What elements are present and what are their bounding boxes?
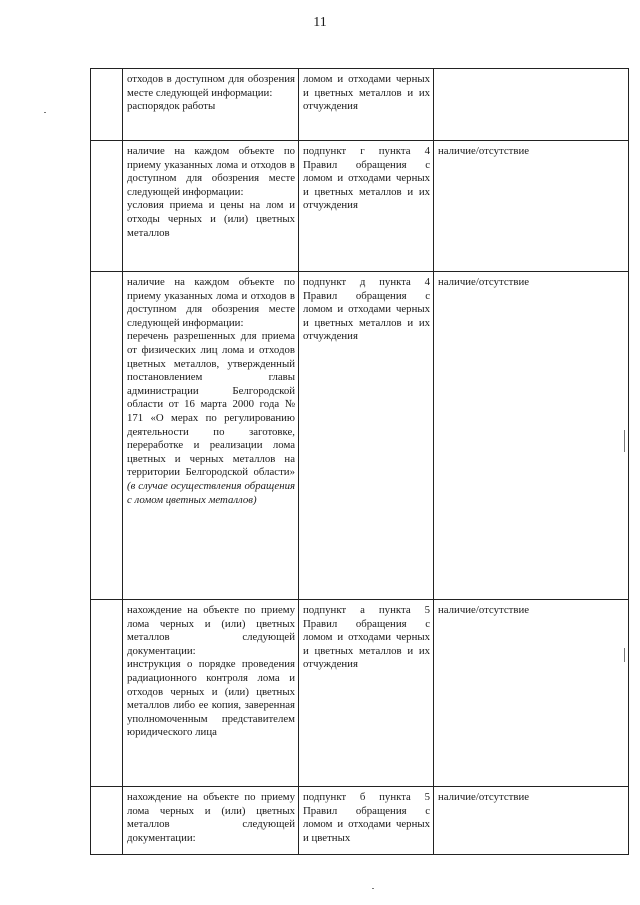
- requirement-text: отходов в доступном для обозрения месте следующей информации: распорядок работы: [127, 73, 295, 113]
- basis-text: подпункт б пункта 5 Правил обращения с ломом и отходами черных и цветных: [303, 791, 430, 844]
- empty-cell: [91, 141, 123, 272]
- basis-cell: [299, 272, 434, 600]
- scan-speck: [372, 888, 374, 889]
- page-number: 11: [313, 15, 327, 30]
- empty-cell: [91, 69, 123, 141]
- scan-speck: [624, 648, 625, 662]
- empty-cell: [91, 600, 123, 787]
- answer-cell: [434, 272, 629, 600]
- basis-cell: [299, 69, 434, 141]
- requirements-table: [90, 68, 629, 855]
- requirement-cell: [123, 141, 299, 272]
- basis-text: подпункт г пункта 4 Правил обращения с ломом и отходами черных и цветных металлов и их отчуждения: [303, 145, 430, 212]
- basis-text: ломом и отходами черных и цветных металлов и их отчуждения: [303, 73, 430, 113]
- basis-text: подпункт д пункта 4 Правил обращения с ломом и отходами черных и цветных металлов и их отчуждения: [303, 276, 430, 343]
- table-row: [91, 787, 629, 855]
- basis-text: подпункт а пункта 5 Правил обращения с ломом и отходами черных и цветных металлов и их отчуждения: [303, 604, 430, 671]
- answer-text: наличие/отсутствие: [438, 276, 530, 288]
- table-row: [91, 69, 629, 141]
- table-row: [91, 272, 629, 600]
- requirement-cell: [123, 600, 299, 787]
- basis-cell: [299, 141, 434, 272]
- requirement-text: нахождение на объекте по приему лома черных и (или) цветных металлов следующей документации:: [127, 791, 295, 844]
- requirement-text: наличие на каждом объекте по приему указанных лома и отходов в доступном для обозрения месте следующей информации: перечень разрешенных для приема от физических лиц лома и отходов цветных металлов, утвержденный постановлением главы администрации Белгородской области от 16 марта 2000 года № 171 «О мерах по регулированию деятельности по заготовке, переработке и реализации лома цветных и черных металлов на территории Белгородской области»: [127, 276, 295, 479]
- requirement-cell: [123, 787, 299, 855]
- answer-text: наличие/отсутствие: [438, 145, 530, 157]
- answer-cell: [434, 69, 629, 141]
- basis-cell: [299, 787, 434, 855]
- requirement-cell: [123, 272, 299, 600]
- empty-cell: [91, 272, 123, 600]
- scan-speck: [624, 430, 625, 452]
- answer-text: наличие/отсутствие: [438, 791, 530, 803]
- requirement-note: (в случае осуществления обращения с ломом цветных металлов): [127, 479, 295, 506]
- requirement-cell: [123, 69, 299, 141]
- scan-speck: [44, 112, 46, 113]
- basis-cell: [299, 600, 434, 787]
- requirement-text: нахождение на объекте по приему лома черных и (или) цветных металлов следующей документации: инструкция о порядке проведения радиационного контроля лома и отходов черных и (или) цветных металлов либо ее копия, заверенная уполномоченным представителем юридического лица: [127, 604, 295, 739]
- answer-cell: [434, 600, 629, 787]
- empty-cell: [91, 787, 123, 855]
- requirement-text: наличие на каждом объекте по приему указанных лома и отходов в доступном для обозрения месте следующей информации: условия приема и цены на лом и отходы черных и (или) цветных металлов: [127, 145, 295, 239]
- table-row: [91, 600, 629, 787]
- answer-cell: [434, 787, 629, 855]
- answer-cell: [434, 141, 629, 272]
- table-row: [91, 141, 629, 272]
- answer-text: наличие/отсутствие: [438, 604, 530, 616]
